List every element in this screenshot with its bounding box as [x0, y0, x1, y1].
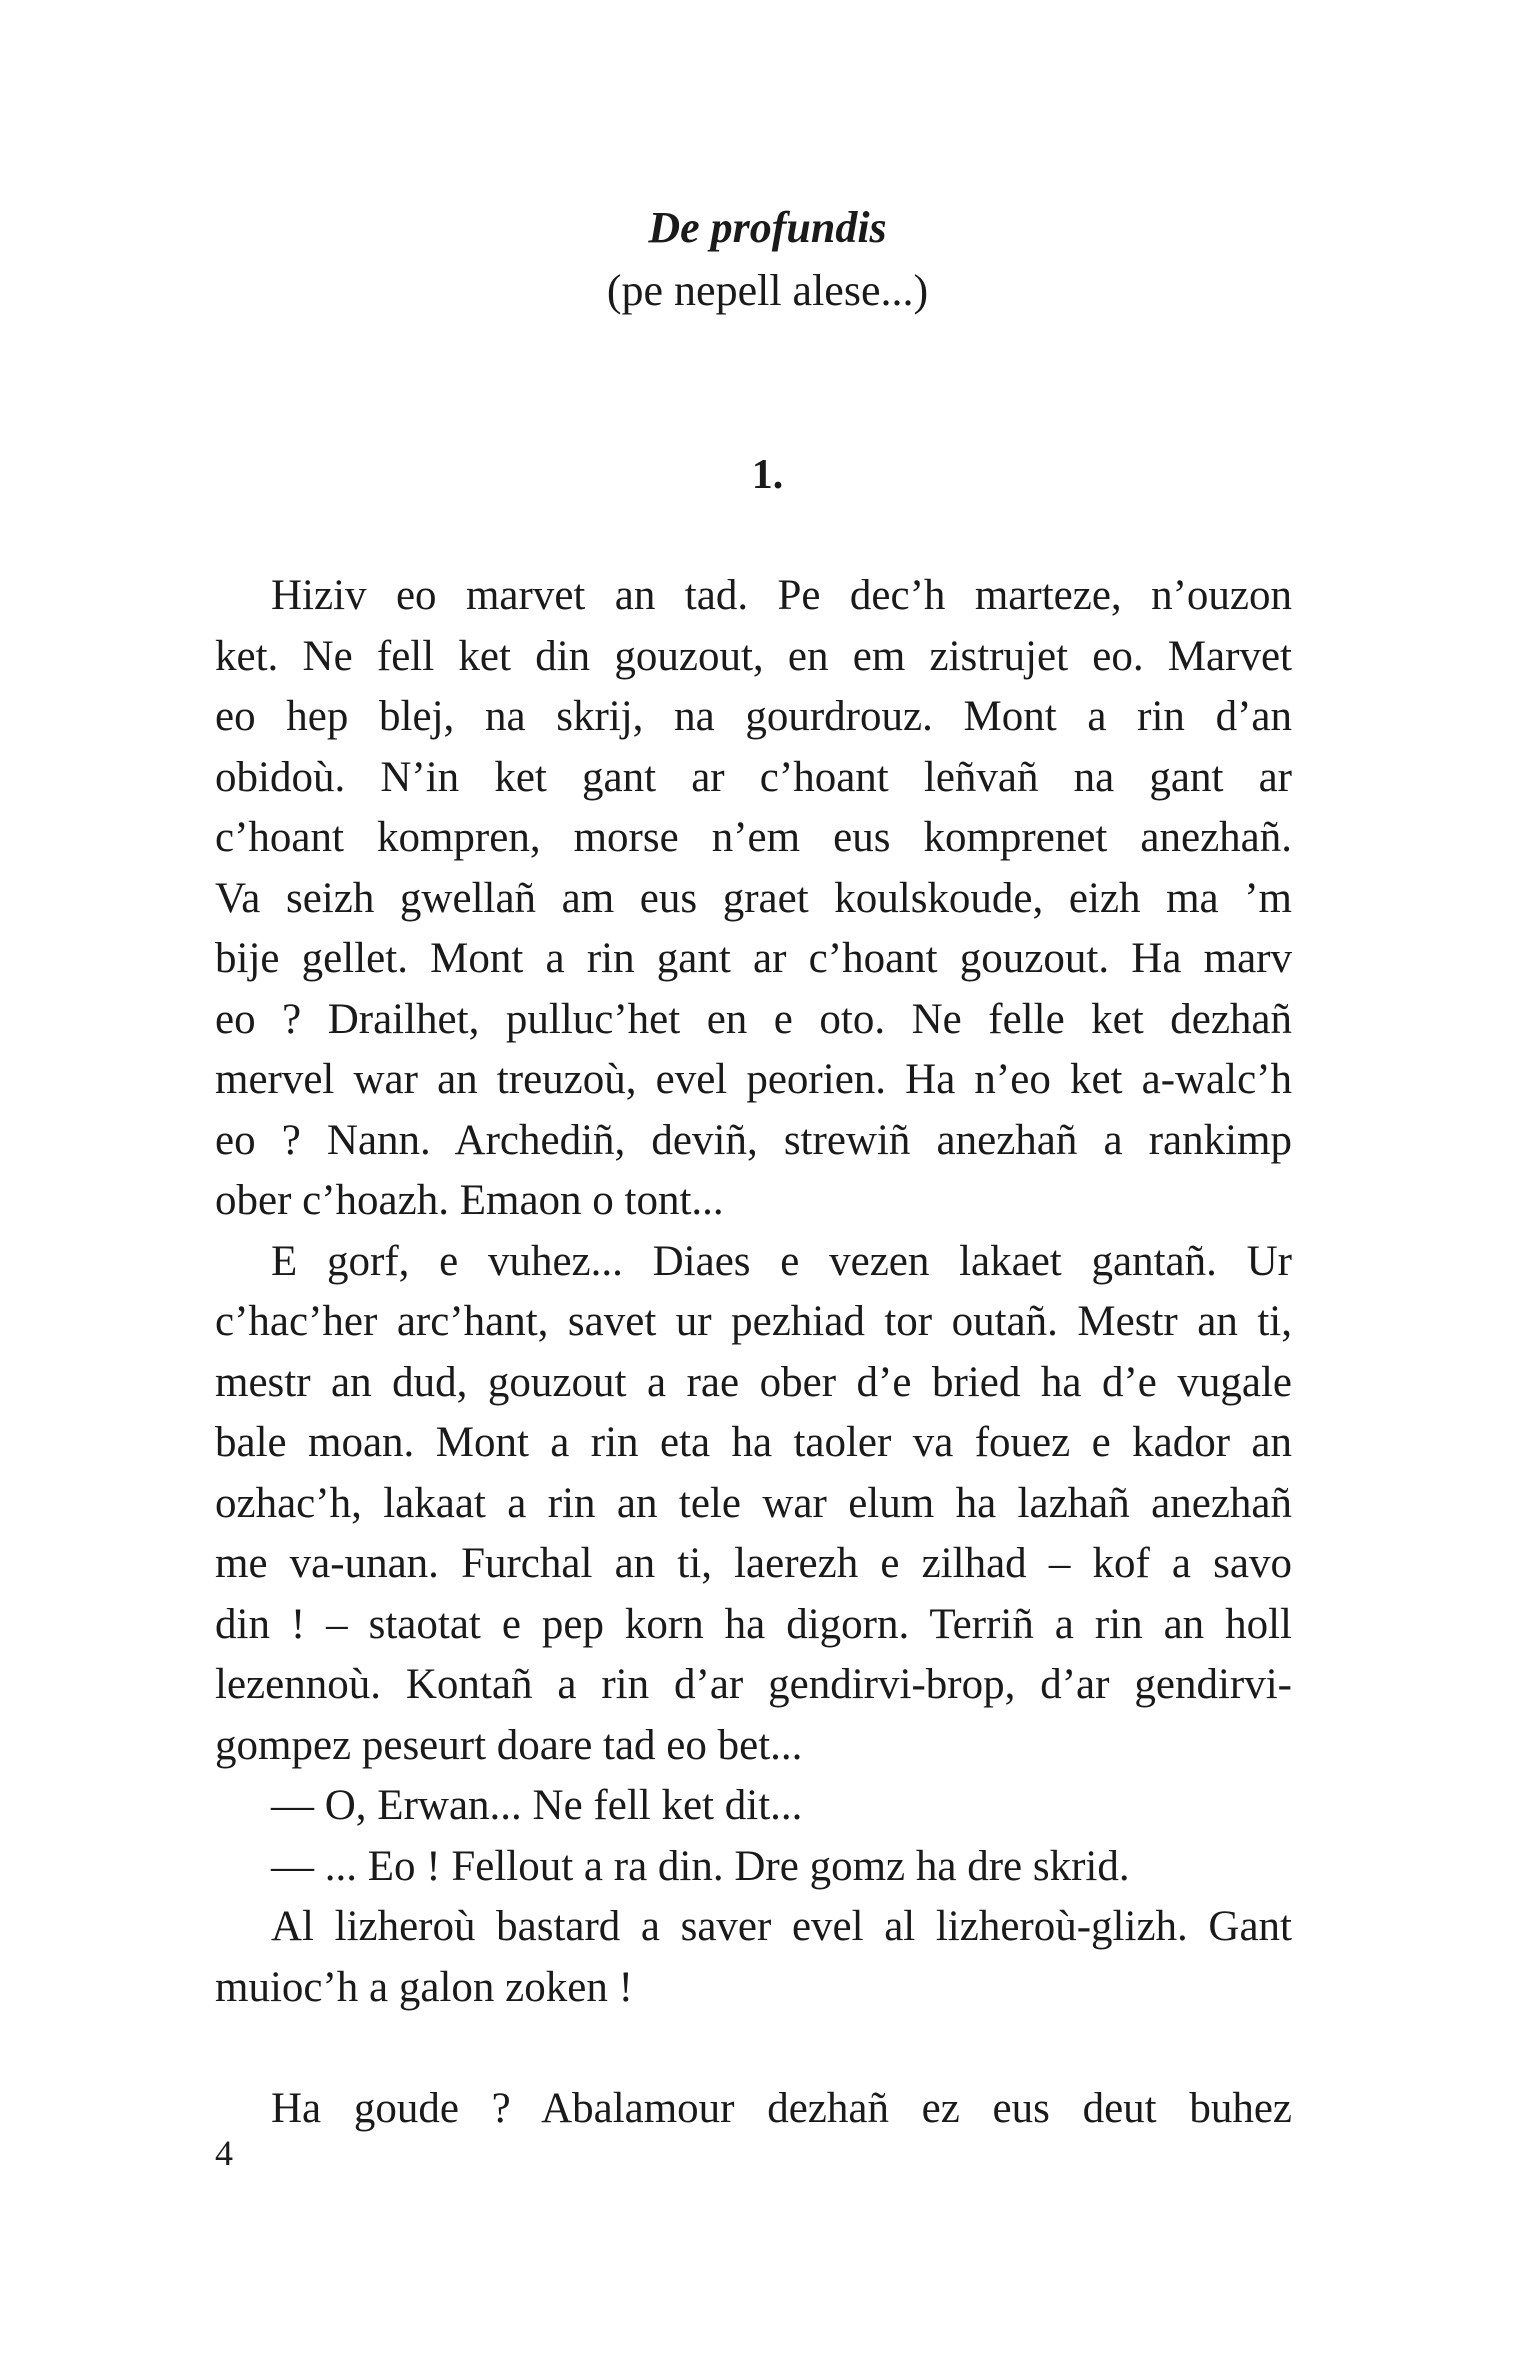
text-line: E gorf, e vuhez... Diaes e vezen lakaet gantañ. Ur [271, 1237, 1292, 1285]
dialogue-line: — ... Eo ! Fellout a ra din. Dre gomz ha dre skrid. [271, 1842, 1130, 1890]
text-line: muioc’h a galon zoken ! [215, 1963, 633, 2011]
text-line: ober c’hoazh. Emaon o tont... [215, 1177, 724, 1224]
text-line: Ha goude ? Abalamour dezhañ ez eus deut buhez [271, 2084, 1292, 2132]
text-line: mervel war an treuzoù, evel peorien. Ha n’eo ket a-walc’h [215, 1056, 1292, 1103]
text-line: Hiziv eo marvet an tad. Pe dec’h marteze, n’ouzon [271, 572, 1292, 619]
text-line: c’hac’her arc’hant, savet ur pezhiad tor outañ. Mestr an ti, [215, 1298, 1292, 1345]
text-line: Al lizheroù bastard a saver evel al lizheroù-glizh. Gant [271, 1903, 1292, 1950]
section-subtitle: (pe nepell alese...) [606, 266, 929, 315]
paragraph-gap [215, 2018, 1292, 2079]
text-line: bale moan. Mont a rin eta ha taoler va fouez e kador an [215, 1419, 1292, 1466]
text-line: me va-unan. Furchal an ti, laerezh e zilhad – kof a savo [215, 1540, 1292, 1587]
text-line: lezennoù. Kontañ a rin d’ar gendirvi-brop, d’ar gendirvi- [215, 1661, 1292, 1708]
section-title: De profundis [648, 203, 887, 252]
text-line: Va seizh gwellañ am eus graet koulskoude, eizh ma ’m [215, 874, 1292, 922]
text-line: gompez peseurt doare tad eo bet... [215, 1721, 803, 1769]
text-line: ket. Ne fell ket din gouzout, en em zistrujet eo. Marvet [215, 632, 1292, 680]
text-line: eo hep blej, na skrij, na gourdrouz. Mont a rin d’an [215, 693, 1292, 740]
text-line: eo ? Drailhet, pulluc’het en e oto. Ne felle ket dezhañ [215, 995, 1292, 1043]
page-number: 4 [215, 2133, 233, 2173]
chapter-number: 1. [751, 452, 784, 498]
text-line: obidoù. N’in ket gant ar c’hoant leñvañ na gant ar [215, 753, 1292, 801]
body-text [215, 566, 1292, 2139]
text-line: eo ? Nann. Archediñ, deviñ, strewiñ anezhañ a rankimp [215, 1116, 1292, 1164]
text-line: bije gellet. Mont a rin gant ar c’hoant gouzout. Ha marv [215, 935, 1292, 982]
text-line: c’hoant kompren, morse n’em eus komprenet anezhañ. [215, 814, 1292, 861]
dialogue-line: — O, Erwan... Ne fell ket dit... [271, 1782, 803, 1829]
text-line: din ! – staotat e pep korn ha digorn. Terriñ a rin an holl [215, 1600, 1292, 1648]
text-line: ozhac’h, lakaat a rin an tele war elum ha lazhañ anezhañ [215, 1479, 1292, 1527]
text-line: mestr an dud, gouzout a rae ober d’e bried ha d’e vugale [215, 1358, 1292, 1406]
